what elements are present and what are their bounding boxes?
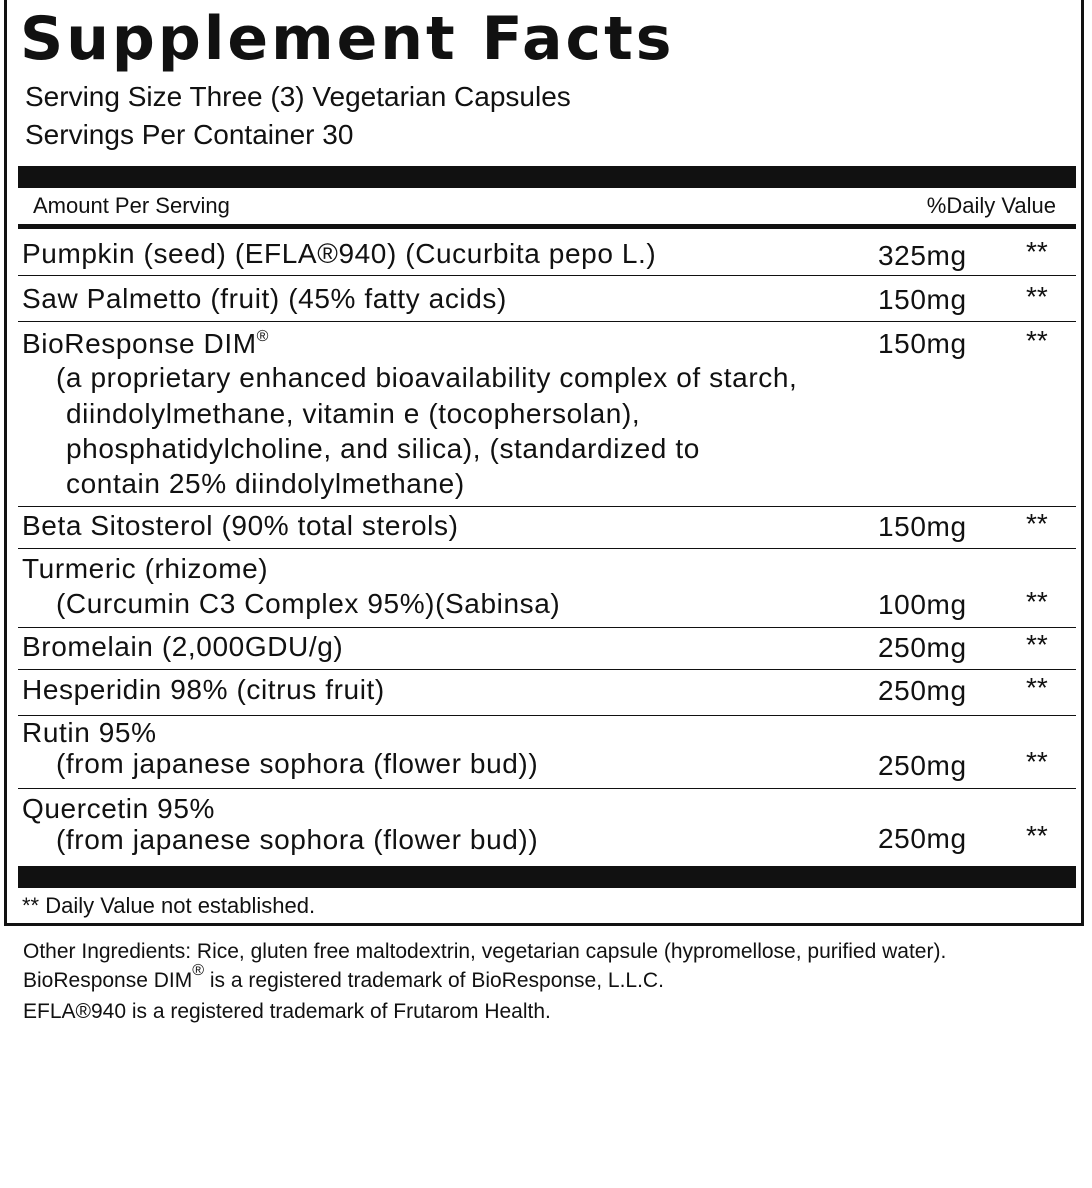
ingredient-row-pumpkin <box>18 230 1076 276</box>
other-ingredients: Other Ingredients: Rice, gluten free maltodextrin, vegetarian capsule (hypromellose, purified water). <box>23 940 947 963</box>
daily-value-mark: ** <box>1026 629 1048 660</box>
ingredient-amount: 250mg <box>878 675 967 706</box>
daily-value-mark: ** <box>1026 508 1048 539</box>
ingredient-row-bromelain <box>18 628 1076 670</box>
ingredient-amount: 100mg <box>878 589 967 620</box>
ingredient-description-line: phosphatidylcholine, and silica), (standardized to <box>66 433 700 464</box>
ingredient-row-rutin <box>18 716 1076 789</box>
trademark-note-start: BioResponse DIM <box>23 969 193 992</box>
daily-value-header: %Daily Value <box>926 193 1056 218</box>
ingredient-amount: 250mg <box>878 750 967 781</box>
daily-value-mark: ** <box>1026 672 1048 703</box>
ingredient-description-line: contain 25% diindolylmethane) <box>66 468 465 499</box>
daily-value-mark: ** <box>1026 325 1048 356</box>
ingredient-name: Beta Sitosterol (90% total sterols) <box>22 510 459 541</box>
bioresponse-trademark-note <box>23 962 664 996</box>
ingredient-amount: 325mg <box>878 240 967 271</box>
amount-per-serving-header: Amount Per Serving <box>33 193 230 218</box>
header-rule <box>18 224 1076 229</box>
daily-value-mark: ** <box>1026 820 1048 851</box>
efla-trademark-note: EFLA®940 is a registered trademark of Frutarom Health. <box>23 1000 551 1023</box>
ingredient-row-bioresponse-dim <box>18 322 1076 507</box>
daily-value-mark: ** <box>1026 746 1048 777</box>
registered-mark: ® <box>256 328 270 345</box>
ingredient-amount: 150mg <box>878 511 967 542</box>
ingredient-amount: 150mg <box>878 284 967 315</box>
top-thick-bar <box>18 166 1076 188</box>
daily-value-mark: ** <box>1026 586 1048 617</box>
ingredient-row-hesperidin <box>18 670 1076 716</box>
ingredient-name: Hesperidin 98% (citrus fruit) <box>22 674 385 705</box>
daily-value-mark: ** <box>1026 281 1048 312</box>
ingredient-name <box>22 328 269 360</box>
ingredient-name-text: BioResponse DIM <box>22 328 257 359</box>
trademark-note-end: is a registered trademark of BioResponse, L.L.C. <box>204 969 664 992</box>
label-title: Supplement Facts <box>20 4 675 74</box>
ingredient-row-saw-palmetto <box>18 276 1076 322</box>
registered-mark: ® <box>192 962 205 979</box>
servings-per-container: Servings Per Container 30 <box>25 119 354 150</box>
daily-value-mark: ** <box>1026 236 1048 267</box>
ingredient-name: Saw Palmetto (fruit) (45% fatty acids) <box>22 283 507 314</box>
ingredient-name: Quercetin 95% <box>22 793 216 824</box>
ingredient-name: Rutin 95% <box>22 717 157 748</box>
ingredient-row-quercetin <box>18 789 1076 866</box>
ingredient-description-line: (Curcumin C3 Complex 95%)(Sabinsa) <box>56 588 561 619</box>
bottom-thick-bar <box>18 866 1076 888</box>
daily-value-footnote: ** Daily Value not established. <box>22 893 316 918</box>
ingredient-row-turmeric <box>18 549 1076 628</box>
ingredient-description-line: (a proprietary enhanced bioavailability complex of starch, <box>56 362 798 393</box>
ingredient-description-line: diindolylmethane, vitamin e (tocophersolan), <box>66 398 641 429</box>
ingredient-name: Pumpkin (seed) (EFLA®940) (Cucurbita pepo L.) <box>22 238 657 269</box>
ingredient-description-line: (from japanese sophora (flower bud)) <box>56 824 539 855</box>
ingredient-amount: 250mg <box>878 632 967 663</box>
ingredient-name: Bromelain (2,000GDU/g) <box>22 631 344 662</box>
ingredient-row-beta-sitosterol <box>18 507 1076 549</box>
serving-size: Serving Size Three (3) Vegetarian Capsules <box>25 81 571 112</box>
ingredient-amount: 150mg <box>878 328 967 359</box>
ingredient-name: Turmeric (rhizome) <box>22 553 269 584</box>
ingredient-description-line: (from japanese sophora (flower bud)) <box>56 748 539 779</box>
ingredient-amount: 250mg <box>878 823 967 854</box>
